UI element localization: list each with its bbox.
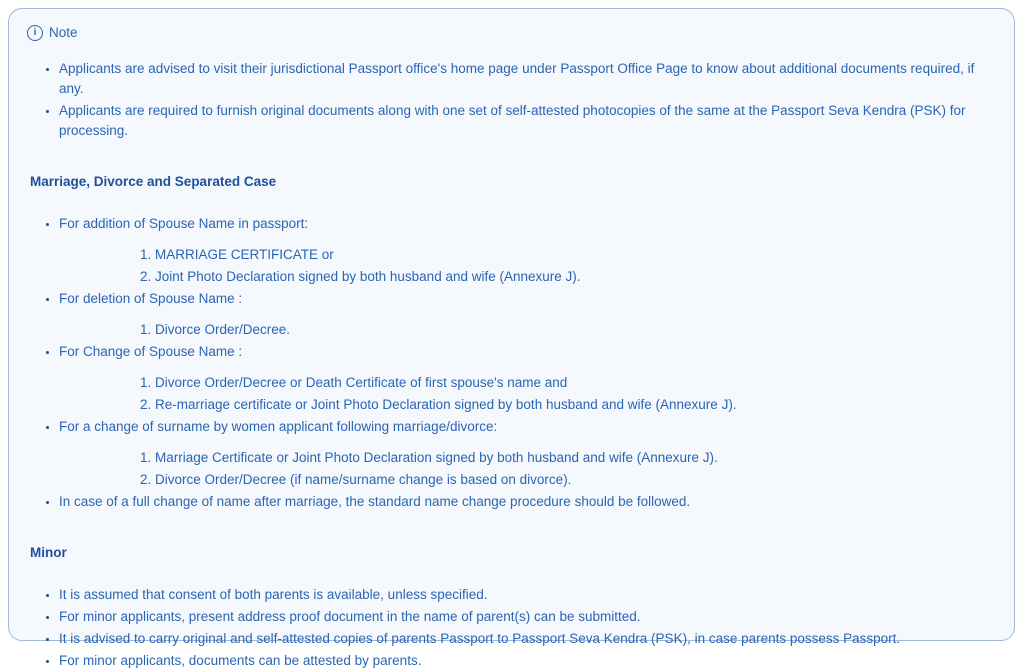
marriage-bullet-list — [21, 214, 994, 512]
list-item-text: For Change of Spouse Name : — [59, 344, 243, 359]
numbered-sub-list — [59, 448, 994, 490]
numbered-item-text: Joint Photo Declaration signed by both husband and wife (Annexure J). — [155, 269, 581, 284]
numbered-sub-list — [59, 320, 994, 340]
numbered-item — [155, 245, 994, 265]
list-item — [59, 651, 994, 671]
numbered-item — [155, 373, 994, 393]
info-icon: i — [27, 25, 43, 41]
list-item — [59, 214, 994, 287]
numbered-item-text: Divorce Order/Decree (if name/surname change is based on divorce). — [155, 472, 572, 487]
numbered-item-text: Divorce Order/Decree. — [155, 322, 291, 337]
list-item-text: In case of a full change of name after marriage, the standard name change procedure should be followed. — [59, 494, 691, 509]
list-item-text: For a change of surname by women applicant following marriage/divorce: — [59, 419, 498, 434]
numbered-sub-list — [59, 245, 994, 287]
numbered-item — [155, 448, 994, 468]
list-item — [59, 59, 994, 99]
note-panel — [8, 8, 1015, 668]
numbered-item-text: Marriage Certificate or Joint Photo Declaration signed by both husband and wife (Annexure J). — [155, 450, 718, 465]
list-item-text: Applicants are advised to visit their jurisdictional Passport office's home page under Passport Office Page to know about additional documents required, if any. — [59, 61, 975, 96]
numbered-item-text: Re-marriage certificate or Joint Photo Declaration signed by both husband and wife (Annexure J). — [155, 397, 737, 412]
list-item — [59, 492, 994, 512]
list-item — [59, 417, 994, 490]
list-item — [59, 585, 994, 605]
list-item — [59, 289, 994, 340]
list-item-text: It is advised to carry original and self-attested copies of parents Passport to Passport Seva Kendra (PSK), in case parents possess Passport. — [59, 631, 901, 646]
list-item — [59, 342, 994, 415]
numbered-item — [155, 395, 994, 415]
section-heading-minor: Minor — [30, 545, 67, 560]
list-item — [59, 607, 994, 627]
numbered-item — [155, 470, 994, 490]
numbered-item-text: MARRIAGE CERTIFICATE or — [155, 247, 334, 262]
list-item — [59, 101, 994, 141]
list-item-text: For deletion of Spouse Name : — [59, 291, 243, 306]
numbered-item-text: Divorce Order/Decree or Death Certificate of first spouse's name and — [155, 375, 568, 390]
list-item-text: For minor applicants, documents can be attested by parents. — [59, 653, 422, 668]
intro-bullet-list — [21, 59, 994, 141]
numbered-item — [155, 320, 994, 340]
numbered-item — [155, 267, 994, 287]
section-heading-marriage-divorce-separated: Marriage, Divorce and Separated Case — [30, 174, 277, 189]
note-header — [21, 23, 994, 43]
numbered-sub-list — [59, 373, 994, 415]
list-item — [59, 629, 994, 649]
list-item-text: Applicants are required to furnish original documents along with one set of self-attested photocopies of the same at the Passport Seva Kendra (PSK) for processing. — [59, 103, 966, 138]
list-item-text: For addition of Spouse Name in passport: — [59, 216, 309, 231]
list-item-text: For minor applicants, present address proof document in the name of parent(s) can be submitted. — [59, 609, 641, 624]
list-item-text: It is assumed that consent of both parents is available, unless specified. — [59, 587, 488, 602]
note-title: Note — [49, 25, 78, 40]
minor-bullet-list — [21, 585, 994, 671]
